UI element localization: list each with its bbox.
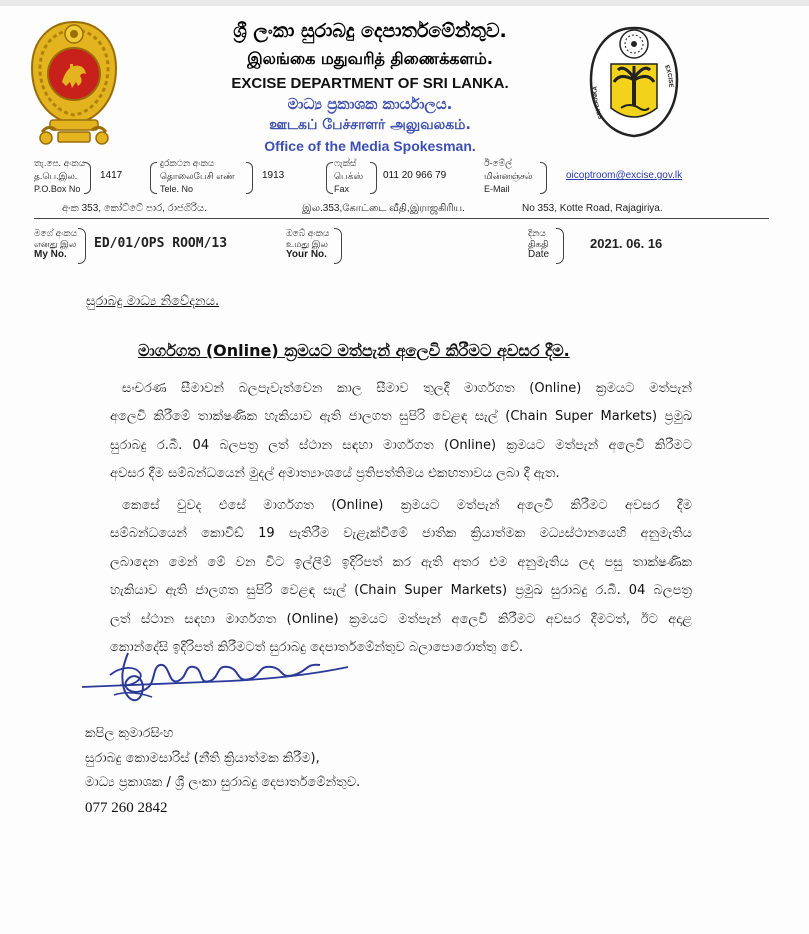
email-link[interactable]: oicoptroom@excise.gov.lk [566,170,683,181]
date-label-ta: திகதி [528,239,549,249]
address-english: No 353, Kotte Road, Rajagiriya. [522,203,663,214]
my-no-brace [78,228,86,264]
paragraph-2-line: කොන්දේසි ඉදිරිපත් කිරීමටත් සුරාබදු දෙපාර්තමේන්තුව බලාපොරොත්තු වේ. [110,640,523,655]
date-value: 2021. 06. 16 [590,236,663,251]
paragraph-1-line: සුරාබදු ර.බී. 04 බලපත්‍ර ලත් ස්ථාන සඳහා මාර්ගගත (Online) ක්‍රමයට මත්පැන් අලෙවි කිරීමට [110,437,692,453]
fax-brace-right [370,162,377,194]
fax-value: 011 20 966 79 [383,170,447,181]
my-no-label-ta: எனது இல [34,239,77,249]
fax-brace-left [326,162,333,194]
pobox-value: 1417 [100,170,123,181]
paragraph-1 [110,375,692,404]
address-tamil: இல.353,கோட்டை வீதி,இராஜகிரிய. [302,203,465,214]
your-no-brace [334,228,342,264]
paragraph-1-line: අලෙවි කිරීමේ තාක්ෂණික හැකියාව ඇති ජාලගත සුපිරි වෙළඳ සැල් (Chain Super Markets) ප්‍රමුඛ [110,409,692,424]
email-brace [540,162,547,194]
paragraph-1-cont [110,403,692,489]
paragraph-2 [110,492,692,521]
address-sinhala: අංක 353, කෝට්ටේ පාර, රාජගිරිය. [62,203,207,214]
office-sinhala: මාධ්‍ය ප්‍රකාශක කාර්යාලය. [287,95,453,113]
header-divider [34,218,769,219]
your-no-label-si: ඔබේ අංකය [286,228,330,238]
email-label-en: E-Mail [484,184,510,194]
signatory-designation-1: සුරාබදු කොමසාරිස් (නීති ක්‍රියාත්මක කිරීම), [85,750,320,766]
tele-value: 1913 [262,170,285,181]
tele-label-si: දුරකථන අංකය [160,158,215,168]
fax-label-en: Fax [334,184,350,194]
date-brace [556,228,564,264]
tele-label-en: Tele. No [160,184,194,194]
date-label-en: Date [528,249,550,260]
national-emblem-icon [28,20,120,150]
paragraph-2-line: හැකියාව ඇති ජාලගත සුපිරි වෙළඳ සැල් (Chain Super Markets) ප්‍රමුඛ සුරාබදු ර.බී. 04 බලපත්‍ර [110,583,692,598]
my-no-label-en: My No. [34,249,67,260]
email-label-ta: மின்னஞ்சல் [484,171,533,181]
header-sinhala: ශ්‍රී ලංකා සුරාබදු දෙපාර්තමේන්තුව. [233,20,507,42]
pobox-label-si: තැ.පෙ. අංකය [34,158,86,168]
paragraph-2-line: ලබාදෙන මෙන් මේ වන විට ඉල්ලීම් ඉදිරිපත් කර ඇති අතර එම අනුමැතිය ලද පසු තාක්ෂණික [110,554,692,570]
paragraph-1-line: අවසර දීම සම්බන්ධයෙන් මුදල් අමාත්‍යාංශයේ ප්‍රතිපත්තිමය එකඟතාවය ලබා දී ඇත. [110,466,560,481]
my-no-value: ED/01/OPS ROOM/13 [94,236,228,251]
pobox-brace [84,162,91,194]
paragraph-2-line: කෙසේ වුවද එසේ මාර්ගගත (Online) ක්‍රමයට මත්පැන් අලෙවි කිරීමට අවසර දීම [122,498,692,513]
seal-text-right: EXCISE [663,64,674,88]
pobox-label-en: P.O.Box No [34,184,81,194]
header-english: EXCISE DEPARTMENT OF SRI LANKA. [231,75,509,92]
my-no-label-si: මගේ අංකය [34,228,78,238]
paragraph-2-line: ලත් ස්ථාන සඳහා මාර්ගගත (Online) ක්‍රමයට මත්පැන් අලෙවි කිරීමට අවසර දීමටත්, ඊට අදාළ [110,611,692,627]
tele-brace-right [246,162,253,194]
paragraph-1-line: සංචරණ සීමාවන් බලපැවැත්වෙන කාල සීමාව තුලදී මාර්ගගත (Online) ක්‍රමයට මත්පැන් [122,381,692,396]
excise-seal-icon [585,22,683,140]
office-tamil: ஊடகப் பேச்சாளர் அலுவலகம். [269,117,471,133]
office-english: Office of the Media Spokesman. [264,138,476,154]
signatory-designation-2: මාධ්‍ය ප්‍රකාශක / ශ්‍රී ලංකා සුරාබදු දෙපාර්තමේන්තුව. [85,775,361,790]
header-tamil: இலங்கை மதுவரித் திணைக்களம். [247,49,493,68]
fax-label-si: ෆැක්ස් [334,158,357,168]
notice-title: මාර්ගගත (Online) ක්‍රමයට මත්පැන් අලෙවි කිරීමට අවසර දීම. [138,341,570,360]
release-heading: සුරාබදු මාධ්‍ය නිවේදනය. [86,294,220,309]
date-label-si: දිනය [528,228,546,238]
paragraph-2-cont [110,520,692,663]
your-no-label-ta: உமது இல [286,239,328,249]
tele-brace-left [150,162,157,194]
signature-icon [80,645,350,715]
signatory-name: කපිල කුමාරසිංහ [85,726,174,741]
signatory-block [85,722,360,820]
fax-label-ta: பெக்ஸ் [334,171,364,181]
tele-label-ta: தொலைபேசி எண் [160,171,235,181]
seal-text-left: SRI LANKA [592,86,605,120]
paragraph-2-line: සම්බන්ධයෙන් කොවිඩ් 19 පැතිරීම වැළැක්වීමේ ජාතික ක්‍රියාත්මක මධ්‍යස්ථානයෙහි අනුමැතිය [110,526,692,541]
signatory-phone: 077 260 2842 [85,799,168,816]
your-no-label-en: Your No. [286,249,327,260]
email-label-si: ඊ-මේල් [484,158,512,168]
pobox-label-ta: த.பெ.இல. [34,171,78,181]
page-top-edge [0,0,809,6]
